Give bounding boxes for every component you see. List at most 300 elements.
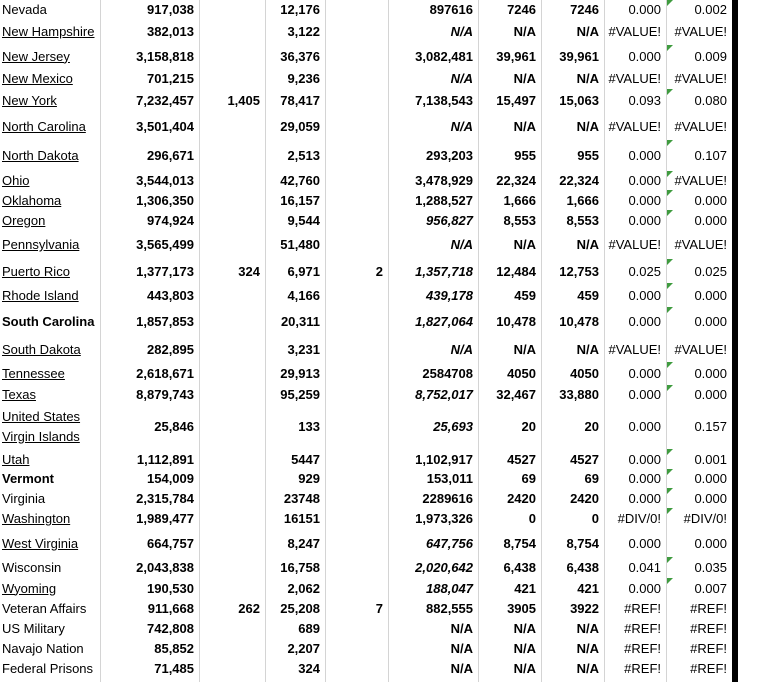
- rate-cell[interactable]: 0.007: [694, 580, 727, 596]
- col-d-cell[interactable]: 5447: [291, 451, 320, 467]
- col-h-cell[interactable]: 4527: [570, 451, 599, 467]
- col-c-cell[interactable]: [199, 210, 265, 230]
- population-cell[interactable]: 1,306,350: [136, 192, 194, 208]
- col-f-cell[interactable]: 293,203: [426, 148, 473, 163]
- ratio-cell[interactable]: 0.000: [628, 173, 661, 188]
- col-e-cell[interactable]: [325, 140, 388, 171]
- population-cell[interactable]: 1,989,477: [136, 511, 194, 526]
- population-cell[interactable]: 701,215: [147, 70, 194, 86]
- col-c-cell[interactable]: [199, 283, 265, 307]
- ratio-cell[interactable]: 0.000: [628, 148, 661, 163]
- col-d-cell[interactable]: 9,236: [287, 70, 320, 86]
- rate-cell[interactable]: 0.035: [694, 560, 727, 575]
- col-h-cell[interactable]: N/A: [576, 661, 599, 676]
- col-e-cell[interactable]: [325, 449, 388, 469]
- rate-cell[interactable]: #REF!: [690, 661, 727, 676]
- col-h-cell[interactable]: 22,324: [559, 173, 599, 188]
- rate-cell[interactable]: 0.002: [694, 1, 727, 17]
- population-cell[interactable]: 2,315,784: [136, 490, 194, 506]
- col-g-cell[interactable]: N/A: [513, 640, 536, 656]
- col-g-cell[interactable]: 4527: [507, 451, 536, 467]
- population-cell[interactable]: 154,009: [147, 471, 194, 486]
- population-cell[interactable]: 1,377,173: [136, 263, 194, 279]
- col-e-cell[interactable]: 2: [375, 263, 383, 279]
- col-f-cell[interactable]: N/A: [450, 118, 473, 134]
- col-c-cell[interactable]: [199, 362, 265, 385]
- table-row[interactable]: [0, 638, 732, 658]
- col-e-cell[interactable]: [325, 508, 388, 529]
- population-cell[interactable]: 742,808: [147, 620, 194, 636]
- col-f-cell[interactable]: 2289616: [422, 490, 473, 506]
- state-name-cell[interactable]: Virginia: [2, 490, 46, 506]
- col-c-cell[interactable]: [199, 67, 265, 89]
- col-h-cell[interactable]: N/A: [576, 24, 599, 39]
- table-row[interactable]: [0, 112, 732, 140]
- table-row[interactable]: [0, 557, 732, 578]
- col-g-cell[interactable]: 2420: [507, 490, 536, 506]
- ratio-cell[interactable]: #REF!: [624, 620, 661, 636]
- col-e-cell[interactable]: [325, 638, 388, 658]
- col-f-cell[interactable]: 2,020,642: [415, 560, 473, 575]
- table-row[interactable]: [0, 45, 732, 67]
- col-g-cell[interactable]: 69: [521, 471, 536, 486]
- state-name-cell[interactable]: Oklahoma: [2, 192, 62, 208]
- col-d-cell[interactable]: 929: [298, 471, 320, 486]
- col-g-cell[interactable]: 8,553: [503, 212, 536, 228]
- col-g-cell[interactable]: 955: [514, 148, 536, 163]
- col-f-cell[interactable]: 7,138,543: [415, 93, 473, 108]
- col-f-cell[interactable]: N/A: [450, 341, 473, 357]
- col-c-cell[interactable]: [199, 404, 265, 449]
- col-h-cell[interactable]: N/A: [576, 620, 599, 636]
- col-f-cell[interactable]: N/A: [450, 640, 473, 656]
- col-d-cell[interactable]: 4,166: [287, 287, 320, 303]
- col-e-cell[interactable]: [325, 171, 388, 190]
- state-name-cell[interactable]: Wyoming: [2, 580, 57, 596]
- col-c-cell[interactable]: [199, 469, 265, 488]
- state-name-cell[interactable]: New Hampshire: [2, 24, 95, 39]
- col-g-cell[interactable]: 7246: [507, 1, 536, 17]
- col-c-cell[interactable]: [199, 307, 265, 336]
- col-c-cell[interactable]: [199, 529, 265, 557]
- col-c-cell[interactable]: [199, 385, 265, 404]
- table-row[interactable]: [0, 18, 732, 45]
- col-g-cell[interactable]: 32,467: [496, 387, 536, 402]
- table-row[interactable]: [0, 140, 732, 171]
- col-g-cell[interactable]: 15,497: [496, 93, 536, 108]
- col-e-cell[interactable]: [325, 557, 388, 578]
- col-d-cell[interactable]: 36,376: [280, 48, 320, 64]
- col-e-cell[interactable]: [325, 578, 388, 598]
- col-f-cell[interactable]: 1,357,718: [415, 263, 473, 279]
- rate-cell[interactable]: 0.080: [694, 93, 727, 108]
- col-h-cell[interactable]: 8,553: [566, 212, 599, 228]
- state-name-cell[interactable]: Washington: [2, 511, 71, 526]
- population-cell[interactable]: 1,857,853: [136, 314, 194, 329]
- ratio-cell[interactable]: 0.000: [628, 192, 661, 208]
- col-g-cell[interactable]: 12,484: [496, 263, 536, 279]
- col-e-cell[interactable]: [325, 658, 388, 679]
- rate-cell[interactable]: 0.000: [694, 287, 727, 303]
- col-g-cell[interactable]: 0: [528, 511, 536, 526]
- rate-cell[interactable]: 0.000: [694, 535, 727, 551]
- col-d-cell[interactable]: 6,971: [287, 263, 320, 279]
- col-g-cell[interactable]: 421: [514, 580, 536, 596]
- col-e-cell[interactable]: [325, 45, 388, 67]
- table-row[interactable]: [0, 508, 732, 529]
- col-f-cell[interactable]: 153,011: [426, 471, 473, 486]
- rate-cell[interactable]: 0.157: [694, 419, 727, 434]
- col-f-cell[interactable]: 188,047: [426, 580, 473, 596]
- ratio-cell[interactable]: 0.000: [628, 287, 661, 303]
- col-h-cell[interactable]: 20: [584, 419, 599, 434]
- population-cell[interactable]: 917,038: [147, 1, 194, 17]
- ratio-cell[interactable]: #VALUE!: [608, 118, 661, 134]
- table-row[interactable]: [0, 449, 732, 469]
- col-c-cell[interactable]: [199, 140, 265, 171]
- table-row[interactable]: [0, 385, 732, 404]
- table-row[interactable]: [0, 469, 732, 488]
- col-e-cell[interactable]: [325, 18, 388, 45]
- ratio-cell[interactable]: 0.000: [628, 314, 661, 329]
- ratio-cell[interactable]: #REF!: [624, 661, 661, 676]
- col-e-cell[interactable]: [325, 0, 388, 18]
- state-name-cell[interactable]: Veteran Affairs: [2, 600, 87, 616]
- col-h-cell[interactable]: 0: [591, 511, 599, 526]
- ratio-cell[interactable]: 0.000: [628, 419, 661, 434]
- col-g-cell[interactable]: N/A: [513, 237, 536, 252]
- state-name-cell[interactable]: West Virginia: [2, 535, 79, 551]
- ratio-cell[interactable]: 0.000: [628, 366, 661, 381]
- col-c-cell[interactable]: [199, 618, 265, 638]
- ratio-cell[interactable]: 0.000: [628, 212, 661, 228]
- state-name-cell[interactable]: Rhode Island: [2, 287, 79, 303]
- population-cell[interactable]: 282,895: [147, 341, 194, 357]
- table-row[interactable]: [0, 307, 732, 336]
- col-d-cell[interactable]: 29,059: [280, 118, 320, 134]
- col-f-cell[interactable]: 1,102,917: [415, 451, 473, 467]
- col-f-cell[interactable]: N/A: [450, 237, 473, 252]
- col-f-cell[interactable]: 1,288,527: [415, 192, 473, 208]
- population-cell[interactable]: 2,618,671: [136, 366, 194, 381]
- col-f-cell[interactable]: N/A: [450, 24, 473, 39]
- col-g-cell[interactable]: N/A: [513, 24, 536, 39]
- col-d-cell[interactable]: 16,157: [280, 192, 320, 208]
- col-c-cell[interactable]: [199, 488, 265, 508]
- col-d-cell[interactable]: 16,758: [280, 560, 320, 575]
- ratio-cell[interactable]: 0.000: [628, 471, 661, 486]
- col-h-cell[interactable]: 33,880: [559, 387, 599, 402]
- col-h-cell[interactable]: 10,478: [559, 314, 599, 329]
- rate-cell[interactable]: #VALUE!: [674, 24, 727, 39]
- col-d-cell[interactable]: 689: [298, 620, 320, 636]
- col-g-cell[interactable]: N/A: [513, 341, 536, 357]
- rate-cell[interactable]: 0.000: [694, 490, 727, 506]
- table-row[interactable]: [0, 404, 732, 449]
- col-g-cell[interactable]: 4050: [507, 366, 536, 381]
- population-cell[interactable]: 911,668: [147, 600, 194, 616]
- ratio-cell[interactable]: 0.000: [628, 1, 661, 17]
- col-h-cell[interactable]: 1,666: [566, 192, 599, 208]
- col-g-cell[interactable]: 39,961: [496, 48, 536, 64]
- col-d-cell[interactable]: 23748: [283, 490, 320, 506]
- col-d-cell[interactable]: 9,544: [287, 212, 320, 228]
- population-cell[interactable]: 664,757: [147, 535, 194, 551]
- col-e-cell[interactable]: [325, 529, 388, 557]
- table-row[interactable]: [0, 598, 732, 618]
- col-g-cell[interactable]: 22,324: [496, 173, 536, 188]
- table-row[interactable]: [0, 190, 732, 210]
- col-e-cell[interactable]: 7: [375, 600, 383, 616]
- col-d-cell[interactable]: 324: [298, 661, 320, 676]
- col-h-cell[interactable]: 8,754: [566, 535, 599, 551]
- table-row[interactable]: [0, 529, 732, 557]
- col-h-cell[interactable]: 2420: [570, 490, 599, 506]
- rate-cell[interactable]: 0.001: [694, 451, 727, 467]
- col-e-cell[interactable]: [325, 336, 388, 362]
- col-e-cell[interactable]: [325, 404, 388, 449]
- col-e-cell[interactable]: [325, 618, 388, 638]
- col-h-cell[interactable]: 3922: [570, 600, 599, 616]
- table-row[interactable]: [0, 578, 732, 598]
- table-row[interactable]: [0, 283, 732, 307]
- col-g-cell[interactable]: N/A: [513, 620, 536, 636]
- col-h-cell[interactable]: 955: [577, 148, 599, 163]
- state-name-cell[interactable]: Ohio: [2, 173, 30, 188]
- population-cell[interactable]: 1,112,891: [136, 451, 194, 467]
- col-d-cell[interactable]: 2,062: [287, 580, 320, 596]
- rate-cell[interactable]: #REF!: [690, 600, 727, 616]
- col-f-cell[interactable]: N/A: [450, 70, 473, 86]
- col-d-cell[interactable]: 20,311: [280, 314, 320, 329]
- col-c-cell[interactable]: 324: [238, 263, 260, 279]
- table-row[interactable]: [0, 658, 732, 679]
- rate-cell[interactable]: 0.009: [694, 48, 727, 64]
- col-g-cell[interactable]: 1,666: [503, 192, 536, 208]
- col-f-cell[interactable]: 439,178: [426, 287, 473, 303]
- col-d-cell[interactable]: 3,122: [287, 24, 320, 39]
- rate-cell[interactable]: #DIV/0!: [683, 511, 727, 526]
- col-h-cell[interactable]: N/A: [576, 118, 599, 134]
- col-d-cell[interactable]: 12,176: [280, 1, 320, 17]
- ratio-cell[interactable]: #VALUE!: [608, 237, 661, 252]
- col-f-cell[interactable]: 8,752,017: [415, 387, 473, 402]
- col-c-cell[interactable]: [199, 18, 265, 45]
- col-f-cell[interactable]: 25,693: [433, 419, 473, 434]
- state-name-cell[interactable]: Navajo Nation: [2, 640, 84, 656]
- ratio-cell[interactable]: 0.000: [628, 535, 661, 551]
- state-name-cell[interactable]: Federal Prisons: [2, 661, 94, 676]
- col-c-cell[interactable]: [199, 190, 265, 210]
- col-g-cell[interactable]: 3905: [507, 600, 536, 616]
- col-c-cell[interactable]: [199, 230, 265, 259]
- col-c-cell[interactable]: [199, 171, 265, 190]
- table-row[interactable]: [0, 89, 732, 112]
- col-e-cell[interactable]: [325, 283, 388, 307]
- rate-cell[interactable]: 0.000: [694, 366, 727, 381]
- col-d-cell[interactable]: 133: [298, 419, 320, 434]
- population-cell[interactable]: 2,043,838: [136, 560, 194, 575]
- population-cell[interactable]: 382,013: [147, 24, 194, 39]
- col-g-cell[interactable]: N/A: [513, 661, 536, 676]
- col-e-cell[interactable]: [325, 190, 388, 210]
- col-e-cell[interactable]: [325, 210, 388, 230]
- rate-cell[interactable]: #VALUE!: [674, 341, 727, 357]
- col-d-cell[interactable]: 29,913: [280, 366, 320, 381]
- population-cell[interactable]: 974,924: [147, 212, 194, 228]
- col-h-cell[interactable]: 7246: [570, 1, 599, 17]
- rate-cell[interactable]: 0.000: [694, 192, 727, 208]
- state-name-cell[interactable]: Tennessee: [2, 366, 65, 381]
- col-g-cell[interactable]: 20: [521, 419, 536, 434]
- col-f-cell[interactable]: 2584708: [422, 366, 473, 381]
- col-d-cell[interactable]: 42,760: [280, 173, 320, 188]
- table-row[interactable]: [0, 230, 732, 259]
- col-f-cell[interactable]: 882,555: [426, 600, 473, 616]
- population-cell[interactable]: 190,530: [147, 580, 194, 596]
- state-name-cell[interactable]: Vermont: [2, 471, 55, 486]
- col-g-cell[interactable]: 459: [514, 287, 536, 303]
- table-row[interactable]: [0, 67, 732, 89]
- col-f-cell[interactable]: N/A: [450, 620, 473, 636]
- col-g-cell[interactable]: N/A: [513, 70, 536, 86]
- col-c-cell[interactable]: [199, 0, 265, 18]
- population-cell[interactable]: 7,232,457: [136, 93, 194, 108]
- col-f-cell[interactable]: 956,827: [426, 212, 473, 228]
- rate-cell[interactable]: #VALUE!: [674, 70, 727, 86]
- ratio-cell[interactable]: 0.000: [628, 387, 661, 402]
- table-row[interactable]: [0, 210, 732, 230]
- rate-cell[interactable]: #REF!: [690, 620, 727, 636]
- table-row[interactable]: [0, 488, 732, 508]
- ratio-cell[interactable]: #REF!: [624, 600, 661, 616]
- col-h-cell[interactable]: N/A: [576, 341, 599, 357]
- col-g-cell[interactable]: N/A: [513, 118, 536, 134]
- col-c-cell[interactable]: 1,405: [227, 93, 260, 108]
- rate-cell[interactable]: 0.000: [694, 387, 727, 402]
- col-d-cell[interactable]: 3,231: [287, 341, 320, 357]
- population-cell[interactable]: 3,544,013: [136, 173, 194, 188]
- state-name-cell[interactable]: Nevada: [2, 1, 47, 17]
- col-d-cell[interactable]: 2,207: [287, 640, 320, 656]
- col-f-cell[interactable]: 1,973,326: [415, 511, 473, 526]
- rate-cell[interactable]: 0.000: [694, 314, 727, 329]
- ratio-cell[interactable]: 0.041: [628, 560, 661, 575]
- table-row[interactable]: [0, 0, 732, 18]
- ratio-cell[interactable]: 0.093: [628, 93, 661, 108]
- state-name-cell[interactable]: Oregon: [2, 212, 46, 228]
- ratio-cell[interactable]: #VALUE!: [608, 70, 661, 86]
- col-c-cell[interactable]: [199, 508, 265, 529]
- col-h-cell[interactable]: N/A: [576, 640, 599, 656]
- population-cell[interactable]: 3,501,404: [136, 118, 194, 134]
- col-c-cell[interactable]: [199, 336, 265, 362]
- state-name-cell[interactable]: New York: [2, 93, 57, 108]
- population-cell[interactable]: 3,565,499: [136, 237, 194, 252]
- state-name-cell[interactable]: US Military: [2, 620, 65, 636]
- col-g-cell[interactable]: 8,754: [503, 535, 536, 551]
- table-row[interactable]: [0, 618, 732, 638]
- col-h-cell[interactable]: 39,961: [559, 48, 599, 64]
- state-name-cell[interactable]: Pennsylvania: [2, 237, 80, 252]
- col-d-cell[interactable]: 2,513: [287, 148, 320, 163]
- col-f-cell[interactable]: 897616: [429, 1, 473, 17]
- col-f-cell[interactable]: 647,756: [426, 535, 473, 551]
- population-cell[interactable]: 25,846: [154, 419, 194, 434]
- state-name-cell[interactable]: Wisconsin: [2, 560, 62, 575]
- state-name-cell[interactable]: New Jersey: [2, 48, 70, 64]
- col-g-cell[interactable]: 10,478: [496, 314, 536, 329]
- rate-cell[interactable]: 0.000: [694, 212, 727, 228]
- table-row[interactable]: [0, 259, 732, 283]
- col-d-cell[interactable]: 16151: [283, 511, 320, 526]
- col-f-cell[interactable]: 3,478,929: [415, 173, 473, 188]
- population-cell[interactable]: 296,671: [147, 148, 194, 163]
- rate-cell[interactable]: 0.107: [694, 148, 727, 163]
- state-name-cell[interactable]: South Dakota: [2, 341, 81, 357]
- col-h-cell[interactable]: N/A: [576, 70, 599, 86]
- col-e-cell[interactable]: [325, 488, 388, 508]
- ratio-cell[interactable]: 0.000: [628, 451, 661, 467]
- state-name-cell[interactable]: Texas: [2, 387, 36, 402]
- ratio-cell[interactable]: 0.000: [628, 48, 661, 64]
- col-h-cell[interactable]: 4050: [570, 366, 599, 381]
- col-h-cell[interactable]: 421: [577, 580, 599, 596]
- population-cell[interactable]: 3,158,818: [136, 48, 194, 64]
- population-cell[interactable]: 71,485: [154, 661, 194, 676]
- col-c-cell[interactable]: 262: [238, 600, 260, 616]
- col-d-cell[interactable]: 95,259: [280, 387, 320, 402]
- col-h-cell[interactable]: 69: [584, 471, 599, 486]
- col-h-cell[interactable]: N/A: [576, 237, 599, 252]
- rate-cell[interactable]: #REF!: [690, 640, 727, 656]
- ratio-cell[interactable]: #DIV/0!: [617, 511, 661, 526]
- state-name-cell[interactable]: New Mexico: [2, 70, 73, 86]
- ratio-cell[interactable]: #VALUE!: [608, 341, 661, 357]
- col-g-cell[interactable]: 6,438: [503, 560, 536, 575]
- col-h-cell[interactable]: 15,063: [559, 93, 599, 108]
- population-cell[interactable]: 8,879,743: [136, 387, 194, 402]
- col-h-cell[interactable]: 12,753: [559, 263, 599, 279]
- col-e-cell[interactable]: [325, 385, 388, 404]
- rate-cell[interactable]: #VALUE!: [674, 237, 727, 252]
- col-f-cell[interactable]: 1,827,064: [415, 314, 473, 329]
- col-e-cell[interactable]: [325, 469, 388, 488]
- population-cell[interactable]: 443,803: [147, 287, 194, 303]
- rate-cell[interactable]: #VALUE!: [674, 173, 727, 188]
- col-e-cell[interactable]: [325, 362, 388, 385]
- col-c-cell[interactable]: [199, 638, 265, 658]
- rate-cell[interactable]: 0.000: [694, 471, 727, 486]
- ratio-cell[interactable]: #REF!: [624, 640, 661, 656]
- col-d-cell[interactable]: 51,480: [280, 237, 320, 252]
- state-name-cell[interactable]: North Dakota: [2, 148, 79, 163]
- ratio-cell[interactable]: 0.000: [628, 580, 661, 596]
- rate-cell[interactable]: 0.025: [694, 263, 727, 279]
- table-row[interactable]: [0, 171, 732, 190]
- col-e-cell[interactable]: [325, 89, 388, 112]
- table-row[interactable]: [0, 362, 732, 385]
- col-e-cell[interactable]: [325, 230, 388, 259]
- col-c-cell[interactable]: [199, 45, 265, 67]
- col-f-cell[interactable]: 3,082,481: [415, 48, 473, 64]
- col-e-cell[interactable]: [325, 67, 388, 89]
- col-c-cell[interactable]: [199, 557, 265, 578]
- col-d-cell[interactable]: 25,208: [280, 600, 320, 616]
- col-c-cell[interactable]: [199, 578, 265, 598]
- table-row[interactable]: [0, 336, 732, 362]
- col-e-cell[interactable]: [325, 112, 388, 140]
